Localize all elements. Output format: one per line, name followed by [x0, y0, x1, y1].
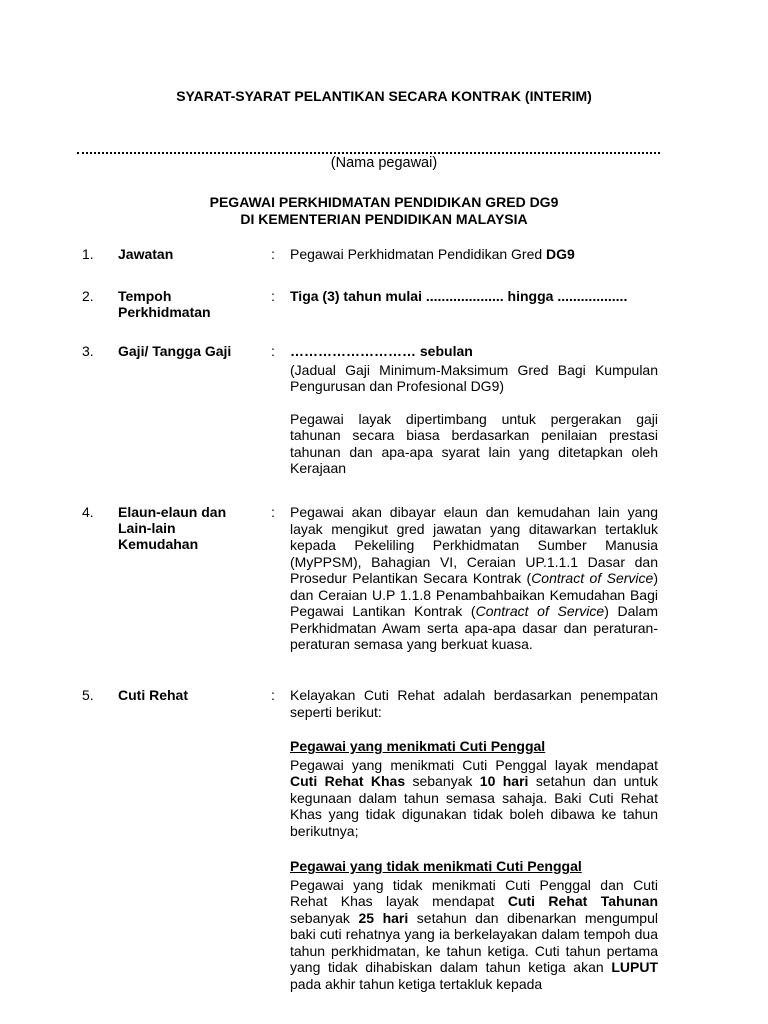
item-number: 5. — [82, 687, 94, 703]
paragraph-tanpa-cuti-penggal — [290, 877, 658, 993]
text-bold: LUPUT — [611, 959, 658, 975]
item-value-gaji — [290, 343, 658, 477]
value-grade: DG9 — [546, 246, 575, 262]
item-value-elaun — [290, 504, 658, 653]
text: setahun dan dibenarkan mengumpul baki cuti rehatnya yang ia berkelayakan dalam tempoh dua tahun perkhidmatan, ke tahun ketiga. Cuti tahun pertama yang tidak dihabiskan dalam tahun ketiga akan — [290, 909, 658, 975]
label-line: Elaun-elaun dan — [118, 504, 227, 520]
text: setahun dan untuk kegunaan dalam tahun semasa sahaja. Baki Cuti Rehat Khas yang tidak digunakan tidak boleh dibawa ke tahun berikutnya; — [290, 773, 658, 839]
salary-note: (Jadual Gaji Minimum-Maksimum Gred Bagi Kumpulan Pengurusan dan Profesional DG9) — [290, 361, 658, 394]
label-line: Lain-lain — [118, 520, 176, 536]
label-line: Perkhidmatan — [118, 304, 211, 320]
item-number: 4. — [82, 504, 94, 520]
elaun-text-3: ) Dalam Perkhidmatan Awam serta apa-apa dasar dan peraturan-peraturan semasa yang berkuat kuasa. — [290, 603, 658, 652]
item-colon: : — [271, 343, 275, 359]
item-number: 1. — [82, 246, 94, 262]
text-bold: Cuti Rehat Tahunan — [507, 893, 659, 909]
item-label-elaun — [118, 504, 226, 552]
item-number: 2. — [82, 288, 94, 304]
elaun-text-1: Pegawai akan dibayar elaun dan kemudahan lain yang layak mengikut gred jawatan yang ditawarkan tertakluk kepada Pekeliling Perkhidmatan Sumber Manusia (MyPPSM), Bahagian VI, Ceraian UP.1.1.1 Dasar dan Prosedur Pelantikan Secara Kontrak ( — [290, 504, 658, 586]
name-fill-line — [77, 146, 660, 154]
item-label-cuti-rehat: Cuti Rehat — [118, 687, 188, 703]
text: Pegawai yang menikmati Cuti Penggal layak mendapat — [290, 756, 658, 773]
heading-line-2: DI KEMENTERIAN PENDIDIKAN MALAYSIA — [240, 211, 528, 227]
item-colon: : — [271, 246, 275, 262]
text: sebanyak — [405, 773, 480, 789]
elaun-italic-2: Contract of Service — [475, 603, 605, 619]
document-title: SYARAT-SYARAT PELANTIKAN SECARA KONTRAK (INTERIM) — [176, 88, 592, 104]
salary-paragraph: Pegawai layak dipertimbang untuk pergerakan gaji tahunan secara biasa berdasarkan penilaian prestasi tahunan dan apa-apa syarat lain yang ditetapkan oleh Kerajaan — [290, 410, 658, 476]
elaun-italic-1: Contract of Service — [531, 570, 654, 586]
salary-line: ……………………… sebulan — [290, 343, 473, 359]
text-bold: 25 hari — [358, 909, 409, 926]
paragraph-cuti-penggal — [290, 757, 658, 840]
item-colon: : — [271, 288, 275, 304]
value-text: Pegawai Perkhidmatan Pendidikan Gred — [290, 246, 547, 262]
subheading-cuti-penggal: Pegawai yang menikmati Cuti Penggal — [290, 738, 546, 754]
item-number: 3. — [82, 343, 94, 359]
cuti-intro: Kelayakan Cuti Rehat adalah berdasarkan penempatan seperti berikut: — [290, 687, 658, 720]
elaun-text-2: ) dan Ceraian U.P 1.1.8 Penambahbaikan Kemudahan Bagi Pegawai Lantikan Kontrak ( — [290, 570, 658, 619]
name-label: (Nama pegawai) — [330, 155, 438, 171]
item-value-tempoh: Tiga (3) tahun mulai .................... hingga .................. — [290, 288, 628, 304]
text-bold: 10 hari — [479, 773, 529, 789]
item-value-jawatan — [290, 246, 658, 263]
text: pada akhir tahun ketiga tertakluk kepada — [290, 975, 543, 992]
label-line: Tempoh — [118, 288, 172, 304]
text-bold: Cuti Rehat Khas — [290, 773, 406, 789]
text: Pegawai yang tidak menikmati Cuti Penggal dan Cuti Rehat Khas layak mendapat — [290, 876, 658, 909]
text: sebanyak — [290, 909, 359, 926]
item-label-gaji: Gaji/ Tangga Gaji — [118, 343, 232, 359]
item-label-jawatan: Jawatan — [118, 246, 174, 262]
item-colon: : — [271, 504, 275, 520]
label-line: Kemudahan — [118, 536, 199, 552]
item-value-cuti-rehat — [290, 687, 658, 992]
heading-line-1: PEGAWAI PERKHIDMATAN PENDIDIKAN GRED DG9 — [209, 194, 559, 210]
item-label-tempoh — [118, 288, 211, 320]
subheading-tanpa-cuti-penggal: Pegawai yang tidak menikmati Cuti Penggal — [290, 858, 582, 874]
item-colon: : — [271, 687, 275, 703]
